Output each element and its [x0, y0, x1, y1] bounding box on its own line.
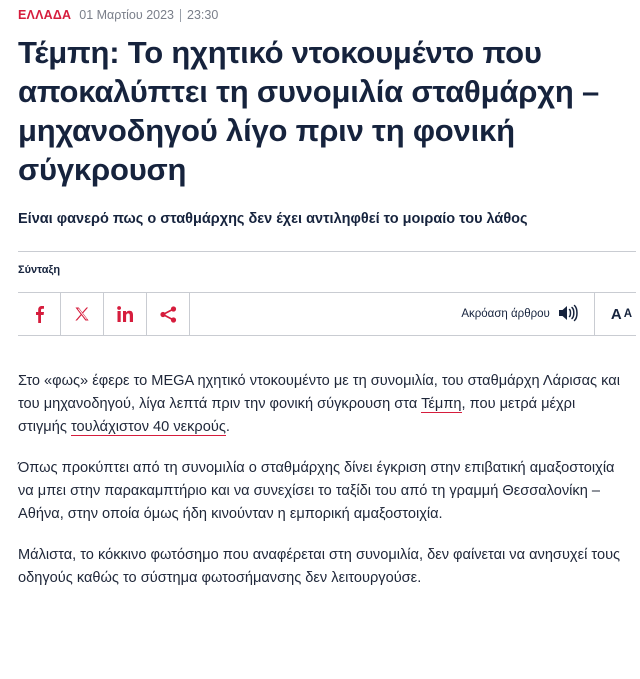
article: [0, 5, 640, 590]
share-bar: [18, 293, 190, 335]
toolbar-divider: [594, 293, 595, 335]
article-title: Τέμπη: Το ηχητικό ντοκουμέντο που αποκαλύπτει τη συνομιλία σταθμάρχη – μηχανοδηγού λίγο πριν τη φονική σύγκρουση: [18, 35, 600, 187]
share-more-button[interactable]: [147, 293, 190, 335]
category-label[interactable]: ΕΛΛΑΔΑ: [18, 8, 72, 22]
publish-date: 01 Μαρτίου 2023: [79, 8, 174, 22]
article-lead: Είναι φανερό πως ο σταθμάρχης δεν έχει αντιληφθεί το μοιραίο του λάθος: [18, 211, 528, 227]
paragraph: Όπως προκύπτει από τη συνομιλία ο σταθμάρχης δίνει έγκριση στην επιβατική αμαξοστοιχία να μπει στην παρακαμπτήριο και να συνεχίσει το ταξίδι του από τη γραμμή Θεσσαλονίκη – Αθήνα, στην οποία όμως ήδη κινούνταν η εμπορική αμαξοστοιχία.: [18, 460, 615, 522]
share-linkedin-button[interactable]: [104, 293, 147, 335]
byline: Σύνταξη: [18, 264, 61, 276]
listen-article-button[interactable]: [461, 293, 578, 335]
listen-label: Ακρόαση άρθρου: [461, 308, 550, 320]
toolbar-spacer: [190, 293, 461, 335]
article-toolbar: [18, 292, 636, 336]
paragraph: [18, 370, 622, 439]
linkedin-icon: [117, 306, 134, 322]
paragraph-text: , που μετρά μέχρι στιγμής: [18, 396, 576, 435]
paragraph-text: Στο «φως» έφερε το MEGA ηχητικό ντοκουμέντο με τη συνομιλία, του σταθμάρχη Λάρισας και του μηχανοδηγού, λίγα λεπτά πριν την φονική σύγκρουση στα: [18, 373, 620, 412]
meta-divider: [180, 9, 181, 22]
paragraph: Μάλιστα, το κόκκινο φωτόσημο που αναφέρεται στη συνομιλία, δεν φαίνεται να ανησυχεί τους οδηγούς καθώς το σύστημα φωτοσήμανσης δεν λειτουργούσε.: [18, 547, 621, 586]
tempi-link[interactable]: Τέμπη: [421, 396, 462, 412]
article-body: [18, 370, 622, 590]
font-size-toggle[interactable]: [611, 293, 636, 335]
share-x-button[interactable]: [61, 293, 104, 335]
article-meta: [18, 5, 622, 25]
publish-time: 23:30: [187, 8, 219, 22]
speaker-icon: [550, 304, 578, 325]
share-facebook-button[interactable]: [18, 293, 61, 335]
paragraph-text: .: [225, 419, 230, 435]
font-size-large[interactable]: A: [610, 305, 622, 323]
casualties-link[interactable]: τουλάχιστον 40 νεκρούς: [70, 419, 226, 435]
font-size-small[interactable]: A: [623, 308, 632, 320]
divider: [18, 251, 636, 252]
facebook-icon: [34, 305, 45, 323]
share-icon: [160, 306, 177, 323]
x-icon: [74, 306, 90, 322]
